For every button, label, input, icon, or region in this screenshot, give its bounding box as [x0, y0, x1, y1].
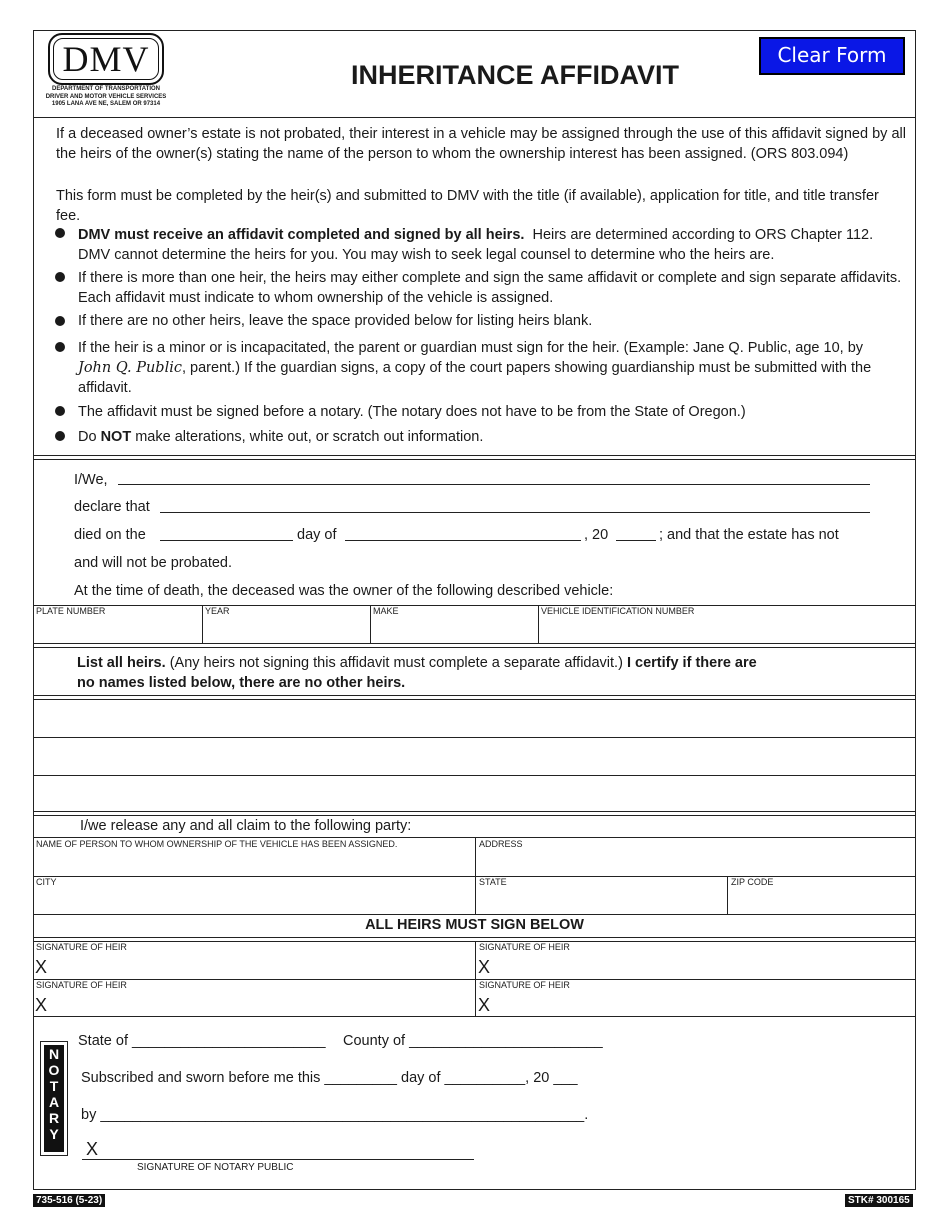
- state-label: STATE: [479, 877, 507, 887]
- notary-subscribed-text[interactable]: Subscribed and sworn before me this _________ day of __________, 20 ___: [81, 1070, 578, 1086]
- assignee-name-label: NAME OF PERSON TO WHOM OWNERSHIP OF THE VEHICLE HAS BEEN ASSIGNED.: [36, 839, 398, 849]
- zip-label: ZIP CODE: [731, 877, 774, 887]
- stock-number: STK# 300165: [845, 1194, 913, 1207]
- notary-county-row: County of ________________________: [343, 1033, 603, 1049]
- vin-field[interactable]: [539, 617, 915, 642]
- bullet-item: If there are no other heirs, leave the space provided below for listing heirs blank.: [78, 313, 593, 329]
- vehicle-intro-text: At the time of death, the deceased was the owner of the following described vehicle:: [74, 583, 614, 599]
- probate-text: and will not be probated.: [74, 555, 232, 571]
- bullet-icon: [55, 406, 65, 416]
- bullet-icon: [55, 431, 65, 441]
- heirs-instructions: List all heirs. (Any heirs not signing this affidavit must complete a separate affidavit.) I certify if there are no names listed below, there are no other heirs.: [77, 655, 757, 691]
- make-label: MAKE: [373, 606, 399, 616]
- heir-signature-field-1[interactable]: [55, 953, 473, 977]
- death-day-field[interactable]: [160, 540, 293, 541]
- divider: [33, 117, 916, 118]
- iwe-label: I/We,: [74, 472, 108, 488]
- zip-field[interactable]: [728, 888, 915, 913]
- notary-county-field[interactable]: ________________________: [409, 1033, 603, 1049]
- notary-signature-field[interactable]: [82, 1159, 474, 1160]
- heir-line-1[interactable]: [34, 700, 915, 736]
- signature-x-mark: X: [478, 995, 491, 1015]
- heir-signature-label: SIGNATURE OF HEIR: [479, 942, 570, 952]
- make-field[interactable]: [371, 617, 537, 642]
- signature-x-mark: X: [478, 957, 491, 977]
- plate-number-label: PLATE NUMBER: [36, 606, 106, 616]
- city-label: CITY: [36, 877, 57, 887]
- died-on-label: died on the: [74, 527, 146, 543]
- heir-signature-label: SIGNATURE OF HEIR: [36, 980, 127, 990]
- vin-label: VEHICLE IDENTIFICATION NUMBER: [541, 606, 695, 616]
- heir-signature-label: SIGNATURE OF HEIR: [36, 942, 127, 952]
- address-field[interactable]: [476, 850, 915, 875]
- bullet-item: Do NOT make alterations, white out, or scratch out information.: [78, 429, 484, 445]
- year-label: YEAR: [205, 606, 230, 616]
- heir-names-field[interactable]: [118, 484, 870, 485]
- agency-address: DEPARTMENT OF TRANSPORTATION DRIVER AND MOTOR VEHICLE SERVICES 1905 LANA AVE NE, SALEM OR 97314: [45, 86, 167, 107]
- heir-signature-field-2[interactable]: [498, 953, 914, 977]
- heir-signature-field-4[interactable]: [498, 991, 914, 1015]
- signature-x-mark: X: [35, 957, 48, 977]
- year-prefix: , 20: [584, 527, 609, 543]
- year-field[interactable]: [203, 617, 369, 642]
- bullet-item: DMV must receive an affidavit completed and signed by all heirs. Heirs are determined according to ORS Chapter 112. DMV cannot determine the heirs for you. You may wish to seek legal counsel to determine who the heirs are.: [78, 227, 874, 263]
- divider: [33, 455, 916, 456]
- death-month-field[interactable]: [345, 540, 581, 541]
- city-field[interactable]: [34, 888, 474, 913]
- heir-line-2[interactable]: [34, 738, 915, 774]
- page-title: INHERITANCE AFFIDAVIT: [351, 60, 679, 90]
- signatures-heading: ALL HEIRS MUST SIGN BELOW: [365, 917, 584, 933]
- state-field[interactable]: [476, 888, 726, 913]
- dmv-logo-text: DMV: [62, 39, 150, 79]
- heir-line-3[interactable]: [34, 776, 915, 810]
- bullet-icon: [55, 342, 65, 352]
- estate-text: ; and that the estate has not: [659, 527, 839, 543]
- intro-paragraph-2: This form must be completed by the heir(s) and submitted to DMV with the title (if available), application for title, and title transfer fee.: [56, 188, 879, 224]
- notary-by-field[interactable]: by ____________________________________________________________.: [81, 1107, 589, 1123]
- assignee-name-field[interactable]: [34, 850, 474, 875]
- dmv-logo: [48, 33, 164, 85]
- day-of-label: day of: [297, 527, 337, 543]
- heir-signature-label: SIGNATURE OF HEIR: [479, 980, 570, 990]
- form-number: 735-516 (5-23): [33, 1194, 105, 1207]
- clear-form-button[interactable]: Clear Form: [759, 37, 905, 75]
- heir-signature-field-3[interactable]: [55, 991, 473, 1015]
- plate-number-field[interactable]: [34, 617, 201, 642]
- notary-badge: N O T A R Y: [40, 1041, 68, 1156]
- declare-label: declare that: [74, 499, 150, 515]
- signature-x-mark: X: [35, 995, 48, 1015]
- bullet-item: If there is more than one heir, the heirs may either complete and sign the same affidavit or complete and sign separate affidavits. Each affidavit must indicate to whom ownership of the vehicle is assigned.: [78, 270, 902, 306]
- release-text: I/we release any and all claim to the following party:: [80, 818, 412, 834]
- address-label: ADDRESS: [479, 839, 523, 849]
- bullet-item: If the heir is a minor or is incapacitated, the parent or guardian must sign for the heir. (Example: Jane Q. Public, age 10, by John Q. Public, parent.) If the guardian signs, a copy of the court papers showing guardianship must be submitted with the affidavit.: [78, 340, 872, 396]
- death-year-field[interactable]: [616, 540, 656, 541]
- notary-state-field[interactable]: ________________________: [132, 1033, 326, 1049]
- divider: [33, 459, 916, 460]
- bullet-icon: [55, 316, 65, 326]
- bullet-icon: [55, 228, 65, 238]
- notary-signature-label: SIGNATURE OF NOTARY PUBLIC: [137, 1162, 294, 1173]
- notary-state-row: State of ________________________: [78, 1033, 326, 1049]
- intro-paragraph-1: If a deceased owner’s estate is not probated, their interest in a vehicle may be assigned through the use of this affidavit signed by all the heirs of the owner(s) stating the name of the person to whom the ownership interest has been assigned. (ORS 803.094): [56, 126, 906, 162]
- bullet-item: The affidavit must be signed before a notary. (The notary does not have to be from the State of Oregon.): [78, 404, 746, 420]
- deceased-name-field[interactable]: [160, 512, 870, 513]
- signature-x-mark: X: [86, 1139, 99, 1159]
- bullet-icon: [55, 272, 65, 282]
